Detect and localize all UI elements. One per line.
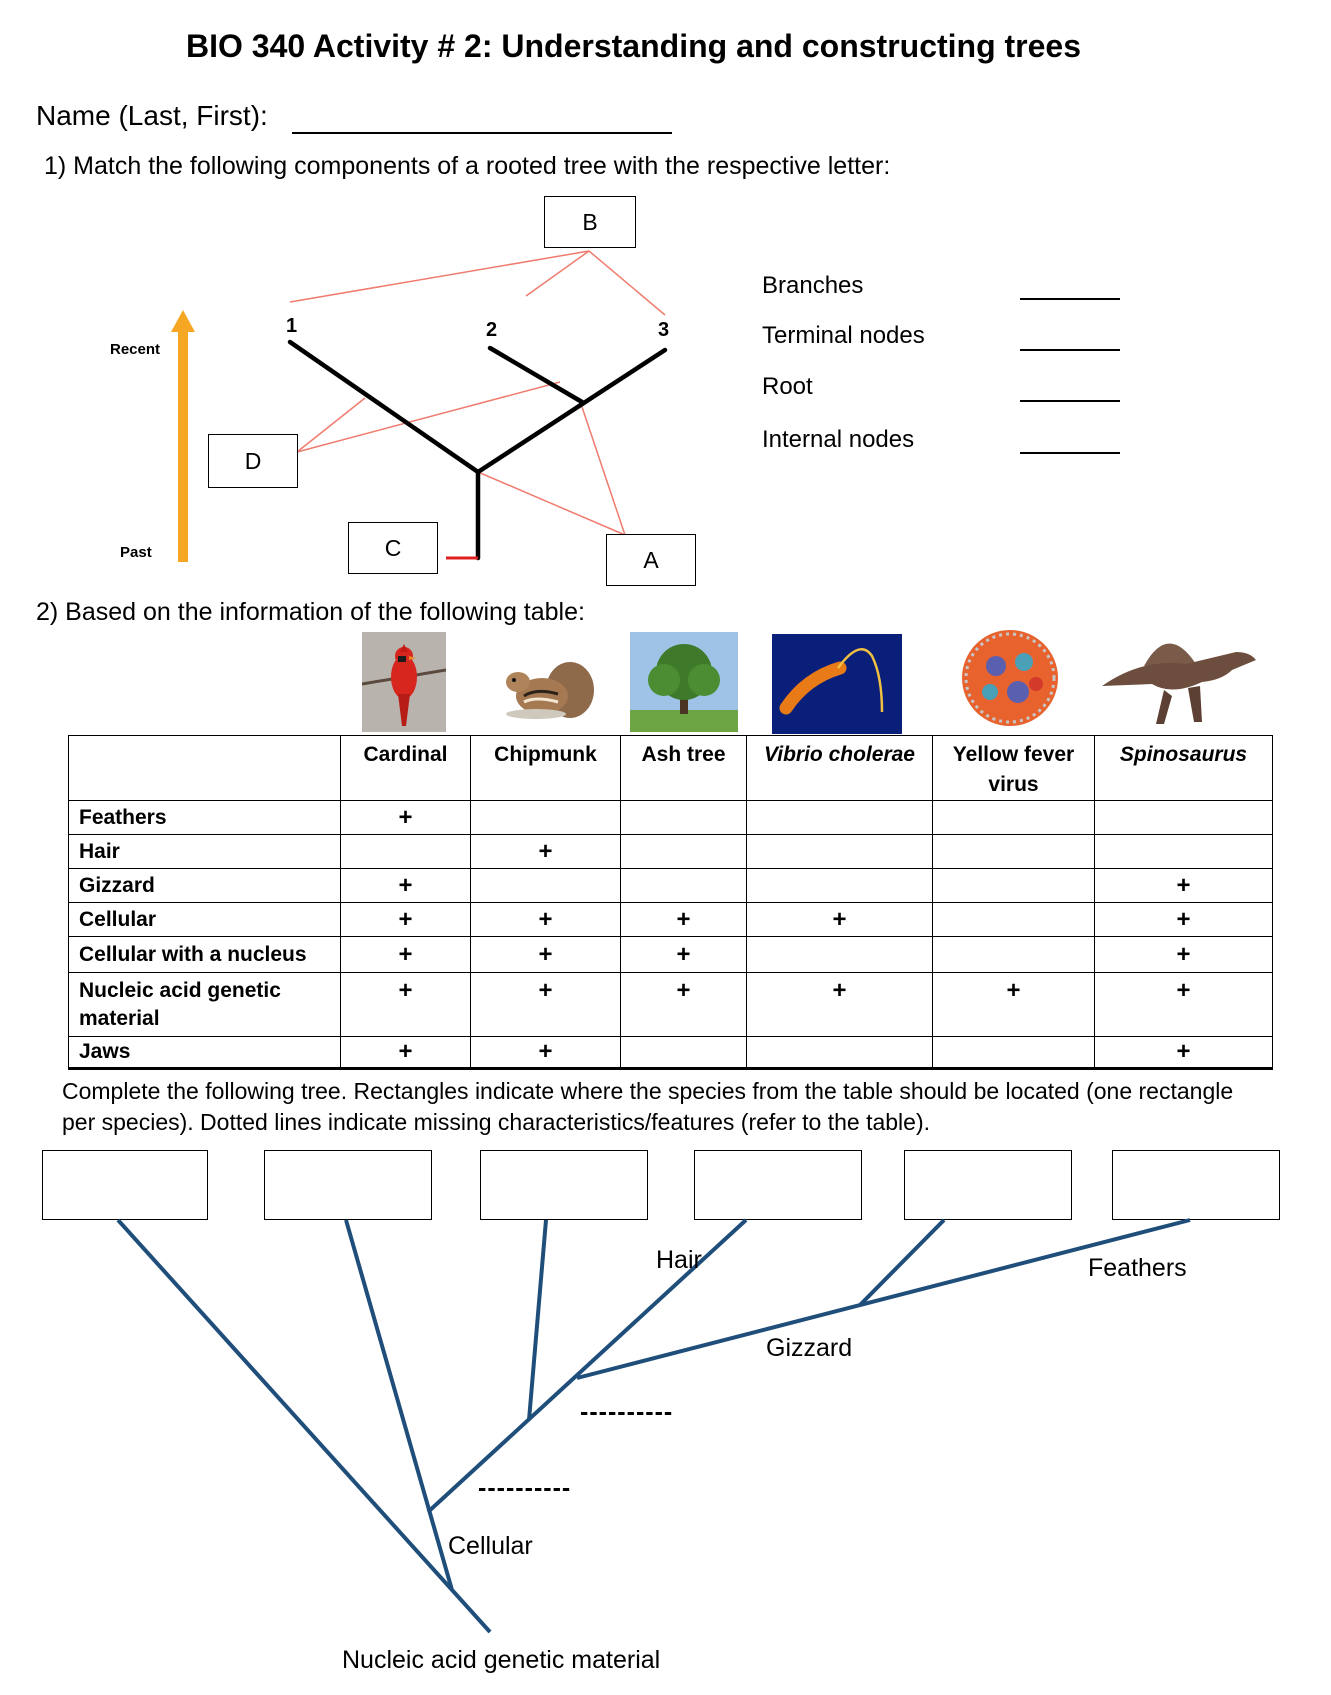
table-row — [69, 937, 1273, 973]
mark-cell: + — [621, 937, 747, 973]
missing-trait-dashes-upper: ---------- — [580, 1398, 674, 1426]
letter-box-b: B — [544, 196, 636, 248]
tip-number-1: 1 — [286, 315, 298, 337]
trait-label-hair: Hair — [656, 1246, 702, 1274]
name-blank-line[interactable] — [292, 132, 672, 134]
mark-cell: + — [341, 869, 471, 903]
pointer-d-1 — [297, 398, 365, 452]
missing-trait-dashes-lower: ---------- — [478, 1474, 572, 1502]
mark-cell: + — [747, 973, 933, 1037]
mark-cell — [621, 801, 747, 835]
trait-label-cellular: Cellular — [448, 1532, 533, 1560]
mark-cell — [933, 1037, 1095, 1069]
table-row — [69, 973, 1273, 1037]
axis-label-past: Past — [120, 544, 152, 561]
mark-cell: + — [471, 973, 621, 1037]
mark-cell: + — [471, 937, 621, 973]
vibrio-image — [772, 634, 902, 734]
mark-cell — [341, 835, 471, 869]
match-item-internal-nodes: Internal nodes — [762, 426, 915, 453]
trait-label: Cellular with a nucleus — [69, 937, 341, 973]
trait-label: Cellular — [69, 903, 341, 937]
mark-cell — [471, 869, 621, 903]
rooted-tree-diagram — [0, 190, 1331, 590]
trait-label: Jaws — [69, 1037, 341, 1069]
mark-cell — [933, 903, 1095, 937]
mark-cell: + — [341, 937, 471, 973]
mark-cell: + — [1095, 869, 1273, 903]
virus-image — [958, 626, 1062, 730]
page-title: BIO 340 Activity # 2: Understanding and constructing trees — [186, 28, 1082, 64]
pointer-d-2 — [297, 382, 560, 452]
mark-cell — [621, 1037, 747, 1069]
match-item-root: Root — [762, 373, 813, 400]
mark-cell: + — [471, 903, 621, 937]
species-header-spinosaurus: Spinosaurus — [1095, 736, 1273, 801]
trait-table — [68, 735, 1273, 1070]
species-header-chipmunk: Chipmunk — [471, 736, 621, 801]
header-empty-cell — [69, 736, 341, 801]
tree-branch-2 — [346, 1220, 452, 1590]
answer-blank-branches[interactable] — [1020, 298, 1120, 300]
axis-label-recent: Recent — [110, 341, 161, 358]
mark-cell — [621, 835, 747, 869]
tip-number-3: 3 — [658, 319, 670, 341]
mark-cell: + — [1095, 903, 1273, 937]
mark-cell: + — [341, 903, 471, 937]
cardinal-image — [362, 632, 446, 732]
mark-cell — [1095, 801, 1273, 835]
trait-label: Hair — [69, 835, 341, 869]
pointer-b-3 — [589, 251, 665, 315]
letter-box-d: D — [208, 434, 298, 488]
branch-1 — [290, 342, 478, 472]
spinosaurus-image — [1096, 620, 1266, 734]
answer-blank-root[interactable] — [1020, 400, 1120, 402]
mark-cell — [747, 937, 933, 973]
pointer-b-1 — [290, 251, 589, 302]
trait-label-gizzard: Gizzard — [766, 1334, 853, 1362]
answer-blank-internal-nodes[interactable] — [1020, 452, 1120, 454]
mark-cell: + — [341, 973, 471, 1037]
species-header-cardinal: Cardinal — [341, 736, 471, 801]
mark-cell: + — [341, 801, 471, 835]
mark-cell: + — [933, 973, 1095, 1037]
mark-cell — [747, 1037, 933, 1069]
pointer-b-2 — [526, 251, 589, 296]
time-axis-arrowhead — [171, 310, 195, 332]
mark-cell — [933, 937, 1095, 973]
tree-instruction: Complete the following tree. Rectangles indicate where the species from the table should be located (one rectangle per species). Dotted lines indicate missing characteristics/features (refer to the table). — [62, 1078, 1234, 1135]
mark-cell: + — [471, 835, 621, 869]
mark-cell: + — [1095, 1037, 1273, 1069]
table-row — [69, 1037, 1273, 1069]
mark-cell: + — [471, 1037, 621, 1069]
pointer-a-1 — [478, 472, 625, 535]
tree-branch-1 — [118, 1220, 490, 1632]
pointer-a-2 — [582, 407, 625, 535]
match-item-terminal-nodes: Terminal nodes — [762, 322, 925, 349]
mark-cell — [933, 869, 1095, 903]
tip-number-2: 2 — [486, 319, 498, 341]
mark-cell — [933, 835, 1095, 869]
match-item-branches: Branches — [762, 272, 864, 299]
question-1-prompt: 1) Match the following components of a rooted tree with the respective letter: — [44, 152, 891, 180]
trait-label-nucleic-acid: Nucleic acid genetic material — [342, 1646, 661, 1674]
trait-label: Nucleic acid genetic material — [69, 973, 341, 1037]
mark-cell — [747, 835, 933, 869]
mark-cell — [621, 869, 747, 903]
species-header-ash-tree: Ash tree — [621, 736, 747, 801]
table-row — [69, 835, 1273, 869]
mark-cell — [471, 801, 621, 835]
question-2-prompt: 2) Based on the information of the following table: — [36, 598, 585, 626]
species-header-yellow-fever: Yellow fever virus — [933, 736, 1095, 801]
mark-cell — [747, 801, 933, 835]
species-header-vibrio: Vibrio cholerae — [747, 736, 933, 801]
tree-branches — [290, 342, 665, 558]
table-row — [69, 801, 1273, 835]
chipmunk-image — [494, 640, 602, 730]
letter-box-a: A — [606, 534, 696, 586]
table-header-row — [69, 736, 1273, 801]
name-label: Name (Last, First): — [36, 100, 268, 131]
mark-cell: + — [621, 903, 747, 937]
mark-cell — [1095, 835, 1273, 869]
table-row — [69, 869, 1273, 903]
trait-label-feathers: Feathers — [1088, 1254, 1187, 1282]
mark-cell: + — [341, 1037, 471, 1069]
trait-label: Feathers — [69, 801, 341, 835]
mark-cell: + — [621, 973, 747, 1037]
mark-cell: + — [1095, 937, 1273, 973]
answer-blank-terminal-nodes[interactable] — [1020, 349, 1120, 351]
tree-branch-3 — [529, 1220, 546, 1420]
ash-tree-image — [630, 632, 738, 732]
tree-branch-birds — [577, 1220, 1190, 1378]
mark-cell: + — [747, 903, 933, 937]
trait-label: Gizzard — [69, 869, 341, 903]
mark-cell — [933, 801, 1095, 835]
branch-3 — [478, 350, 665, 472]
mark-cell: + — [1095, 973, 1273, 1037]
branch-2 — [490, 348, 582, 402]
table-row — [69, 903, 1273, 937]
letter-box-c: C — [348, 522, 438, 574]
mark-cell — [747, 869, 933, 903]
